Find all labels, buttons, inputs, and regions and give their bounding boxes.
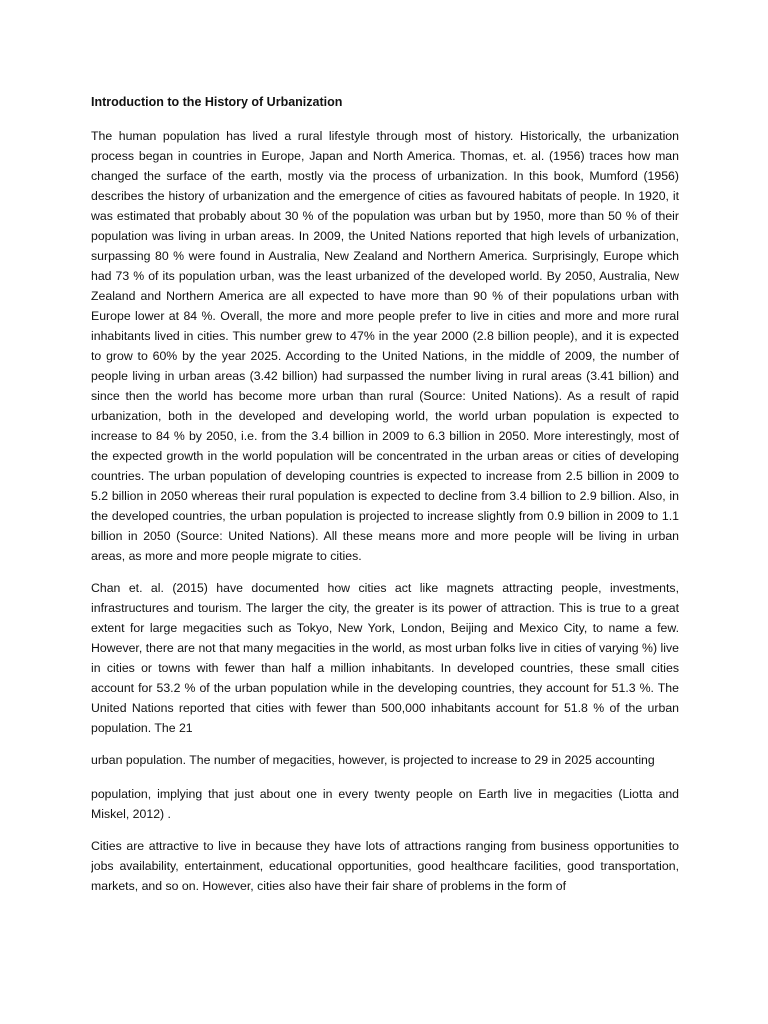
paragraph-fragment-population: population, implying that just about one in every twenty people on Earth live in megacities (Liotta and Miskel, 2012) . (91, 787, 679, 821)
document-title: Introduction to the History of Urbanization (91, 95, 343, 109)
paragraph-attractions: Cities are attractive to live in because they have lots of attractions ranging from business opportunities to jobs availability, entertainment, educational opportunities, good healthcare facilities, good transportation, markets, and so on. However, cities also have their fair share of problems in the form of (91, 839, 679, 893)
paragraph-history: The human population has lived a rural lifestyle through most of history. Historically, the urbanization process began in countries in Europe, Japan and North America. Thomas, et. al. (1956) traces how man changed the surface of the earth, mostly via the process of urbanization. In this book, Mumford (1956) describes the history of urbanization and the emergence of cities as favoured habitats of people. In 1920, it was estimated that probably about 30 % of the population was urban but by 1950, more than 50 % of their population was living in urban areas. In 2009, the United Nations reported that high levels of urbanization, surpassing 80 % were found in Australia, New Zealand and Northern America. Surprisingly, Europe which had 73 % of its population urban, was the least urbanized of the developed world. By 2050, Australia, New Zealand and Northern America are all expected to have more than 90 % of their populations urban with Europe lower at 84 %. Overall, the more and more people prefer to live in cities and more and more rural inhabitants lived in cities. This number grew to 47% in the year 2000 (2.8 billion people), and it is expected to grow to 60% by the year 2025. According to the United Nations, in the middle of 2009, the number of people living in urban areas (3.42 billion) had surpassed the number living in rural areas (3.41 billion) and since then the world has become more urban than rural (Source: United Nations). As a result of rapid urbanization, both in the developed and developing world, the world urban population is expected to increase to 84 % by 2050, i.e. from the 3.4 billion in 2009 to 6.3 billion in 2050. More interestingly, most of the expected growth in the world population will be concentrated in the urban areas or cities of developing countries. The urban population of developing countries is expected to increase from 2.5 billion in 2009 to 5.2 billion in 2050 whereas their rural population is expected to decline from 3.4 billion to 2.9 billion. Also, in the developed countries, the urban population is projected to increase slightly from 0.9 billion in 2009 to 1.1 billion in 2050 (Source: United Nations). All these means more and more people will be living in urban areas, as more and more people migrate to cities. (91, 129, 679, 563)
paragraph-megacities: Chan et. al. (2015) have documented how cities act like magnets attracting people, investments, infrastructures and tourism. The larger the city, the greater is its power of attraction. This is true to a great extent for large megacities such as Tokyo, New York, London, Beijing and Mexico City, to name a few. However, there are not that many megacities in the world, as most urban folks live in cities of varying %) live in cities or towns with fewer than half a million inhabitants. In developed countries, these small cities account for 53.2 % of the urban population while in the developing countries, they account for 51.3 %. The United Nations reported that cities with fewer than 500,000 inhabitants account for 51.8 % of the urban population. The 21 (91, 581, 679, 735)
document-page (91, 92, 679, 1012)
paragraph-fragment-urban-population: urban population. The number of megacities, however, is projected to increase to 29 in 2025 accounting (91, 753, 655, 767)
